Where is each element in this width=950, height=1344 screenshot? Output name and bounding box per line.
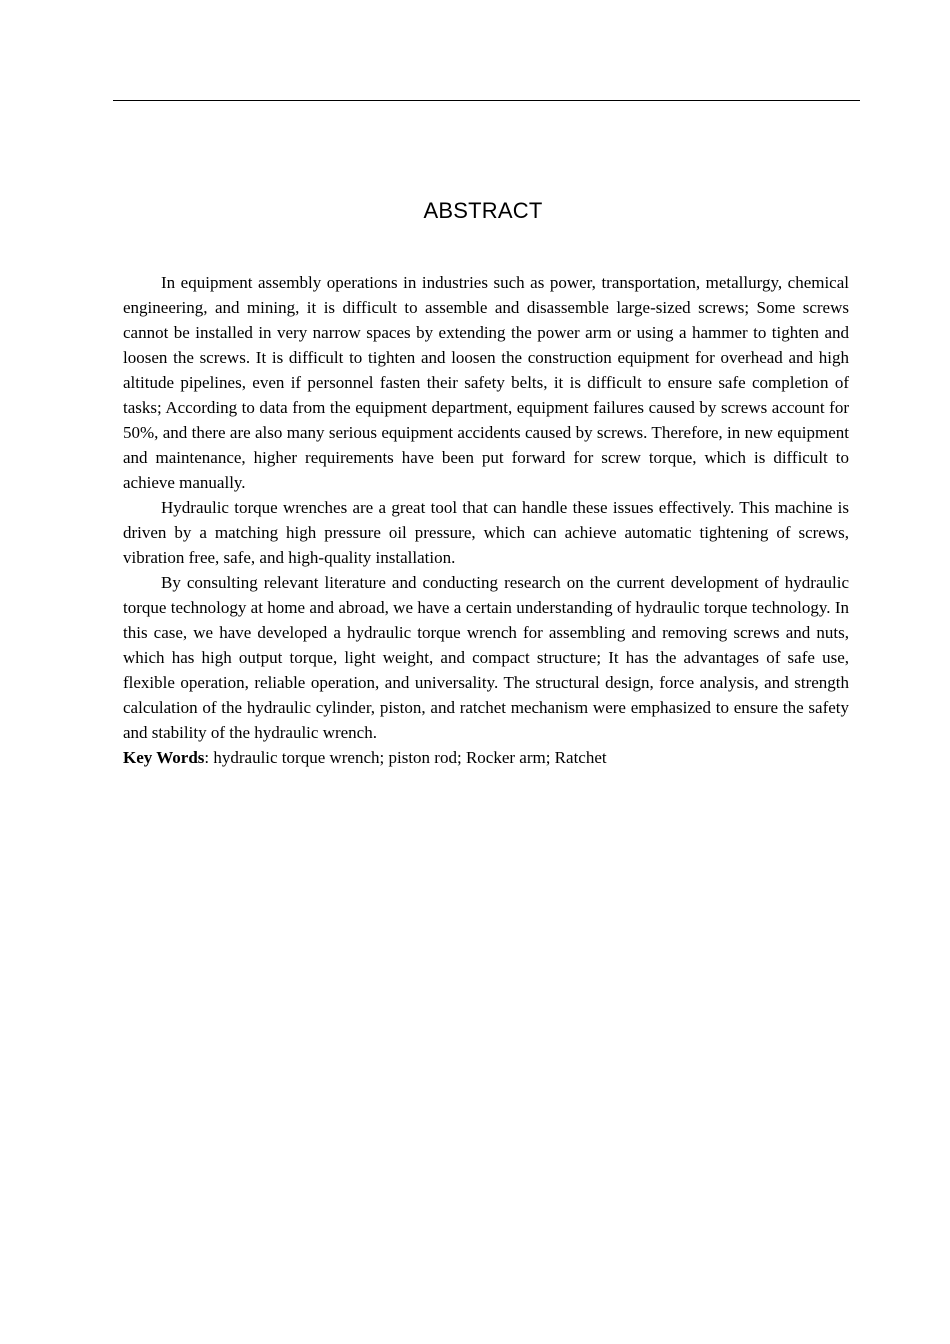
- abstract-paragraph-1: In equipment assembly operations in industries such as power, transportation, metallurgy, chemical engineering, and mining, it is difficult to assemble and disassemble large-sized screws; Some screws cannot be installed in very narrow spaces by extending the power arm or using a hammer to tighten and loosen the screws. It is difficult to tighten and loosen the construction equipment for overhead and high altitude pipelines, even if personnel fasten their safety belts, it is difficult to ensure safe completion of tasks; According to data from the equipment department, equipment failures caused by screws account for 50%, and there are also many serious equipment accidents caused by screws. Therefore, in new equipment and maintenance, higher requirements have been put forward for screw torque, which is difficult to achieve manually.: [123, 273, 849, 492]
- keywords-label: Key Words: [123, 748, 205, 767]
- keywords-line: [123, 745, 849, 770]
- abstract-paragraph-2: Hydraulic torque wrenches are a great tool that can handle these issues effectively. This machine is driven by a matching high pressure oil pressure, which can achieve automatic tightening of screws, vibration free, safe, and high-quality installation.: [123, 498, 849, 567]
- keywords-text: : hydraulic torque wrench; piston rod; Rocker arm; Ratchet: [204, 748, 607, 767]
- abstract-body: [123, 270, 849, 770]
- abstract-paragraph-3: By consulting relevant literature and conducting research on the current development of hydraulic torque technology at home and abroad, we have a certain understanding of hydraulic torque technology. In this case, we have developed a hydraulic torque wrench for assembling and removing screws and nuts, which has high output torque, light weight, and compact structure; It has the advantages of safe use, flexible operation, reliable operation, and universality. The structural design, force analysis, and strength calculation of the hydraulic cylinder, piston, and ratchet mechanism were emphasized to ensure the safety and stability of the hydraulic wrench.: [123, 573, 849, 742]
- header-rule: [113, 100, 860, 101]
- page-title: ABSTRACT: [423, 198, 543, 223]
